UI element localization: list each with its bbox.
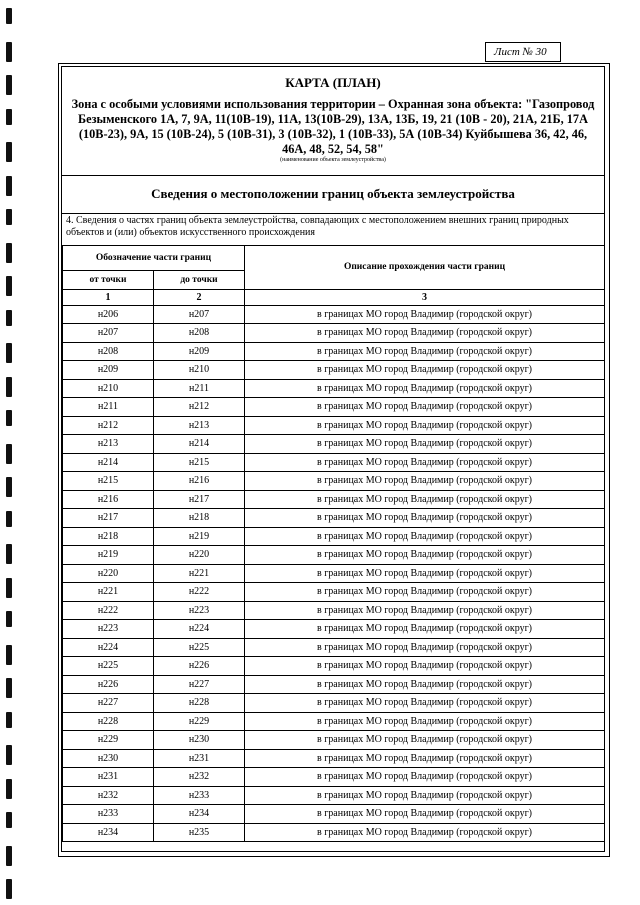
binding-hole <box>6 209 12 225</box>
description-cell: в границах МО город Владимир (городской округ) <box>245 675 605 694</box>
table-body <box>63 305 605 842</box>
table-row <box>63 749 605 768</box>
description-cell: в границах МО город Владимир (городской округ) <box>245 768 605 787</box>
table-row <box>63 472 605 491</box>
table-row <box>63 675 605 694</box>
to-point-cell: н213 <box>154 416 245 435</box>
description-cell: в границах МО город Владимир (городской округ) <box>245 453 605 472</box>
to-point-cell: н215 <box>154 453 245 472</box>
to-point-cell: н214 <box>154 435 245 454</box>
from-point-cell: н228 <box>63 712 154 731</box>
to-point-cell: н211 <box>154 379 245 398</box>
to-point-cell: н217 <box>154 490 245 509</box>
binding-hole <box>6 544 12 564</box>
from-point-cell: н226 <box>63 675 154 694</box>
binding-hole <box>6 75 12 95</box>
description-cell: в границах МО город Владимир (городской округ) <box>245 398 605 417</box>
description-cell: в границах МО город Владимир (городской округ) <box>245 490 605 509</box>
from-point-cell: н231 <box>63 768 154 787</box>
to-point-cell: н235 <box>154 823 245 842</box>
group-header: Обозначение части границ <box>63 246 245 271</box>
description-cell: в границах МО город Владимир (городской округ) <box>245 527 605 546</box>
from-point-cell: н207 <box>63 324 154 343</box>
col-number: 3 <box>245 289 605 305</box>
to-point-cell: н226 <box>154 657 245 676</box>
table-row <box>63 731 605 750</box>
to-point-cell: н230 <box>154 731 245 750</box>
table-row <box>63 324 605 343</box>
description-cell: в границах МО город Владимир (городской округ) <box>245 601 605 620</box>
to-point-cell: н209 <box>154 342 245 361</box>
from-point-cell: н212 <box>63 416 154 435</box>
boundary-table <box>62 245 605 842</box>
description-cell: в границах МО город Владимир (городской округ) <box>245 657 605 676</box>
description-cell: в границах МО город Владимир (городской округ) <box>245 805 605 824</box>
table-row <box>63 694 605 713</box>
table-row <box>63 546 605 565</box>
description-cell: в границах МО город Владимир (городской округ) <box>245 416 605 435</box>
from-point-cell: н224 <box>63 638 154 657</box>
binding-hole <box>6 779 12 799</box>
to-point-cell: н218 <box>154 509 245 528</box>
description-cell: в границах МО город Владимир (городской округ) <box>245 546 605 565</box>
table-row <box>63 305 605 324</box>
table-row <box>63 435 605 454</box>
from-point-cell: н222 <box>63 601 154 620</box>
table-row <box>63 527 605 546</box>
from-point-cell: н211 <box>63 398 154 417</box>
section-title: Сведения о местоположении границ объекта землеустройства <box>62 175 604 214</box>
to-point-cell: н223 <box>154 601 245 620</box>
binding-holes <box>4 0 16 905</box>
table-row <box>63 823 605 842</box>
binding-hole <box>6 745 12 765</box>
from-point-cell: н217 <box>63 509 154 528</box>
description-cell: в границах МО город Владимир (городской округ) <box>245 564 605 583</box>
binding-hole <box>6 343 12 363</box>
table-row <box>63 657 605 676</box>
to-point-cell: н221 <box>154 564 245 583</box>
from-point-cell: н209 <box>63 361 154 380</box>
binding-hole <box>6 42 12 62</box>
to-point-cell: н224 <box>154 620 245 639</box>
binding-hole <box>6 812 12 828</box>
table-row <box>63 342 605 361</box>
table-row <box>63 583 605 602</box>
binding-hole <box>6 243 12 263</box>
from-point-cell: н229 <box>63 731 154 750</box>
description-cell: в границах МО город Владимир (городской округ) <box>245 472 605 491</box>
object-name-caption: (наименование объекта землеустройства) <box>280 157 386 163</box>
binding-hole <box>6 109 12 125</box>
col-number: 2 <box>154 289 245 305</box>
table-row <box>63 398 605 417</box>
from-point-cell: н232 <box>63 786 154 805</box>
description-cell: в границах МО город Владимир (городской округ) <box>245 694 605 713</box>
table-row <box>63 509 605 528</box>
table-row <box>63 712 605 731</box>
table-row <box>63 416 605 435</box>
binding-hole <box>6 444 12 464</box>
binding-hole <box>6 310 12 326</box>
from-point-cell: н219 <box>63 546 154 565</box>
to-point-cell: н216 <box>154 472 245 491</box>
table-row <box>63 805 605 824</box>
to-point-cell: н233 <box>154 786 245 805</box>
document-body <box>61 66 605 852</box>
to-point-cell: н208 <box>154 324 245 343</box>
to-point-cell: н234 <box>154 805 245 824</box>
binding-hole <box>6 176 12 196</box>
from-point-cell: н230 <box>63 749 154 768</box>
binding-hole <box>6 678 12 698</box>
table-row <box>63 768 605 787</box>
to-point-cell: н228 <box>154 694 245 713</box>
table-row <box>63 786 605 805</box>
description-cell: в границах МО город Владимир (городской округ) <box>245 638 605 657</box>
to-point-cell: н231 <box>154 749 245 768</box>
description-cell: в границах МО город Владимир (городской округ) <box>245 786 605 805</box>
to-point-cell: н207 <box>154 305 245 324</box>
description-cell: в границах МО город Владимир (городской округ) <box>245 583 605 602</box>
binding-hole <box>6 879 12 899</box>
from-point-cell: н221 <box>63 583 154 602</box>
from-point-cell: н220 <box>63 564 154 583</box>
to-point-cell: н227 <box>154 675 245 694</box>
binding-hole <box>6 511 12 527</box>
table-row <box>63 361 605 380</box>
document-title: КАРТА (ПЛАН) <box>285 75 381 90</box>
from-point-cell: н233 <box>63 805 154 824</box>
binding-hole <box>6 477 12 497</box>
to-point-cell: н210 <box>154 361 245 380</box>
description-cell: в границах МО город Владимир (городской округ) <box>245 435 605 454</box>
from-point-cell: н216 <box>63 490 154 509</box>
to-point-cell: н222 <box>154 583 245 602</box>
from-point-cell: н234 <box>63 823 154 842</box>
to-point-cell: н219 <box>154 527 245 546</box>
description-cell: в границах МО город Владимир (городской округ) <box>245 620 605 639</box>
table-row <box>63 379 605 398</box>
title-block <box>62 67 604 176</box>
description-cell: в границах МО город Владимир (городской округ) <box>245 509 605 528</box>
description-cell: в границах МО город Владимир (городской округ) <box>245 305 605 324</box>
from-point-cell: н214 <box>63 453 154 472</box>
from-point-cell: н213 <box>63 435 154 454</box>
binding-hole <box>6 276 12 296</box>
from-point-cell: н215 <box>63 472 154 491</box>
table-row <box>63 453 605 472</box>
binding-hole <box>6 410 12 426</box>
from-header: от точки <box>63 271 154 290</box>
from-point-cell: н223 <box>63 620 154 639</box>
description-cell: в границах МО город Владимир (городской округ) <box>245 324 605 343</box>
section-paragraph: 4. Сведения о частях границ объекта землеустройства, совпадающих с местоположением внешних границ природных объектов и (или) объектов искусственного происхождения <box>66 215 569 238</box>
from-point-cell: н208 <box>63 342 154 361</box>
sheet-number-label: Лист № 30 <box>485 42 561 62</box>
binding-hole <box>6 712 12 728</box>
to-point-cell: н225 <box>154 638 245 657</box>
to-point-cell: н212 <box>154 398 245 417</box>
description-cell: в границах МО город Владимир (городской округ) <box>245 731 605 750</box>
table-row <box>63 564 605 583</box>
to-point-cell: н232 <box>154 768 245 787</box>
table-row <box>63 490 605 509</box>
binding-hole <box>6 8 12 24</box>
binding-hole <box>6 578 12 598</box>
table-row <box>63 601 605 620</box>
desc-header: Описание прохождения части границ <box>245 246 605 290</box>
description-cell: в границах МО город Владимир (городской округ) <box>245 361 605 380</box>
from-point-cell: н227 <box>63 694 154 713</box>
description-cell: в границах МО город Владимир (городской округ) <box>245 342 605 361</box>
description-cell: в границах МО город Владимир (городской округ) <box>245 749 605 768</box>
table-row <box>63 638 605 657</box>
binding-hole <box>6 377 12 397</box>
to-point-cell: н229 <box>154 712 245 731</box>
from-point-cell: н218 <box>63 527 154 546</box>
description-cell: в границах МО город Владимир (городской округ) <box>245 823 605 842</box>
from-point-cell: н206 <box>63 305 154 324</box>
description-cell: в границах МО город Владимир (городской округ) <box>245 379 605 398</box>
binding-hole <box>6 611 12 627</box>
binding-hole <box>6 645 12 665</box>
object-name: Зона с особыми условиями использования территории – Охранная зона объекта: "Газопровод Безыменского 1А, 7, 9А, 11(10В-19), 11А, 13(10В-29), 13А, 13Б, 19, 21 (10В - 20), 21А, 21Б, 17А (10В-23), 9А, 15 (10В-24), 5 (10В-31), 3 (10В-32), 1 (10В-33), 5А (10В-34) Куйбышева 36, 42, 46, 46А, 48, 52, 54, 58" <box>71 97 595 156</box>
binding-hole <box>6 846 12 866</box>
to-point-cell: н220 <box>154 546 245 565</box>
binding-hole <box>6 142 12 162</box>
table-row <box>63 620 605 639</box>
from-point-cell: н225 <box>63 657 154 676</box>
from-point-cell: н210 <box>63 379 154 398</box>
col-number: 1 <box>63 289 154 305</box>
to-header: до точки <box>154 271 245 290</box>
description-cell: в границах МО город Владимир (городской округ) <box>245 712 605 731</box>
